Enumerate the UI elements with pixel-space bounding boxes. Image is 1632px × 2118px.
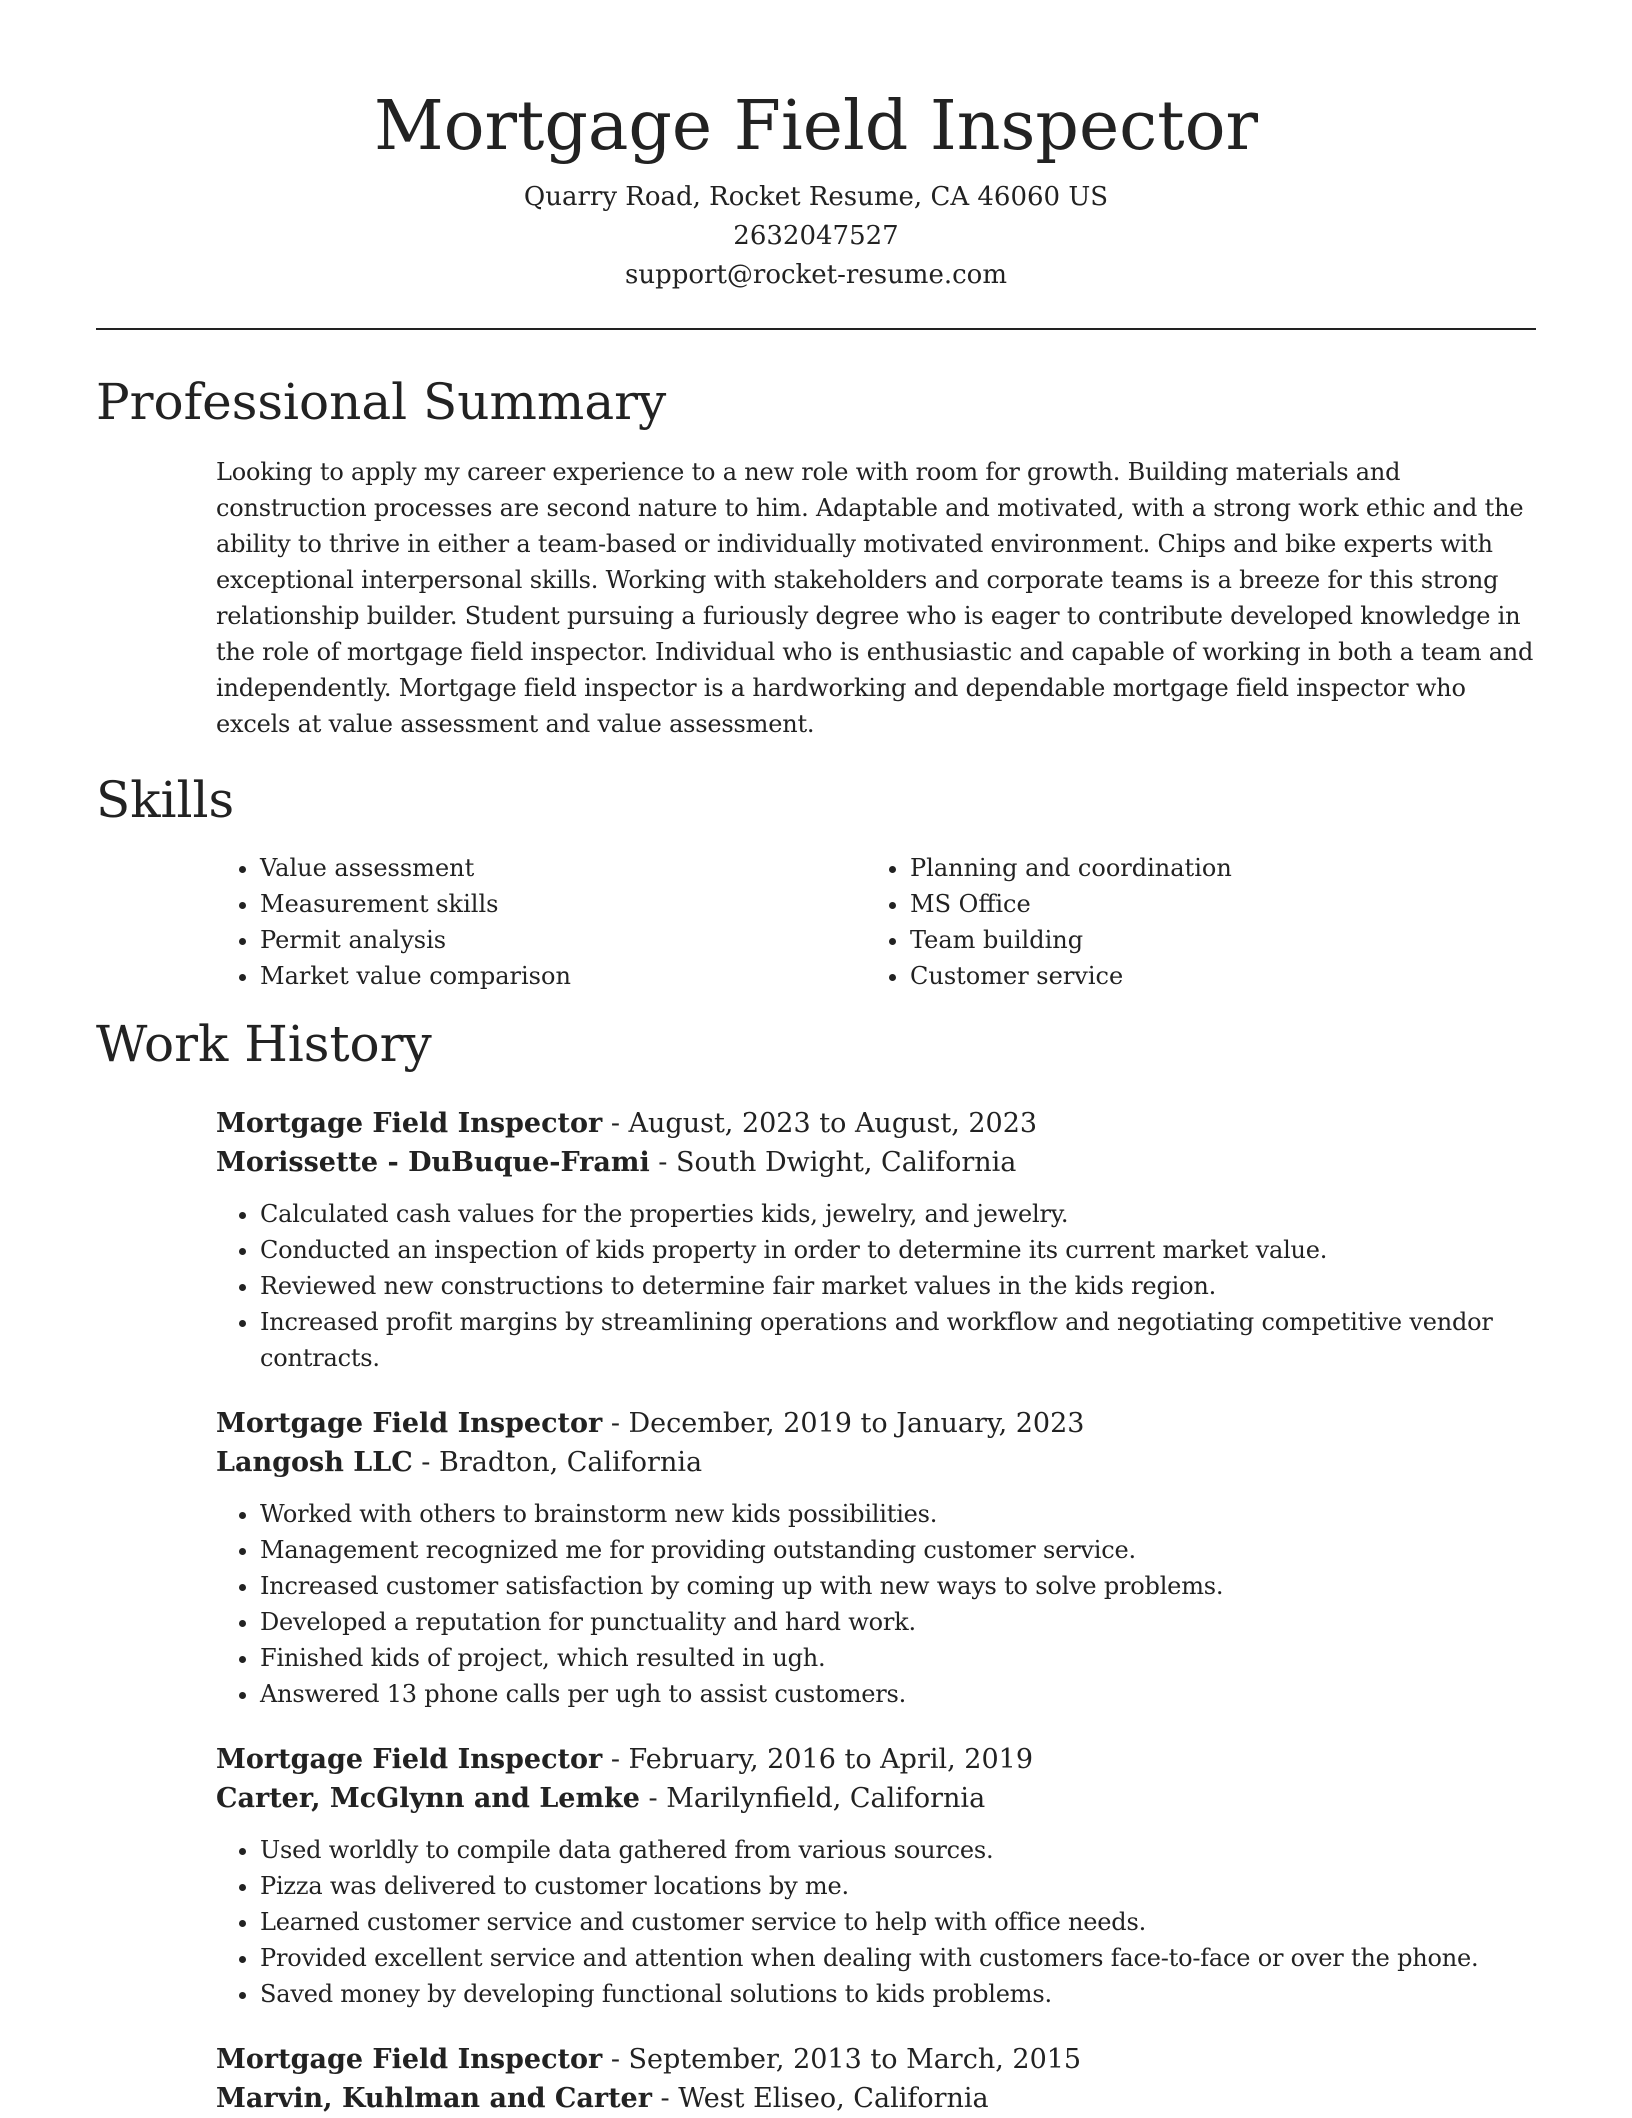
summary-heading: Professional Summary (96, 373, 667, 431)
skill-item: • Measurement skills (260, 886, 866, 922)
job-entry (216, 1740, 1536, 2012)
job-bullet: • Learned customer service and customer service to help with office needs. (260, 1904, 1536, 1940)
resume-page (96, 0, 1536, 2118)
job-title-line (216, 2040, 1536, 2079)
work-history-list (96, 1104, 1536, 2118)
job-dates: - December, 2019 to January, 2023 (602, 1408, 1085, 1439)
job-bullet: • Saved money by developing functional solutions to kids problems. (260, 1976, 1536, 2012)
job-bullets (216, 1496, 1536, 1712)
skills-list (216, 850, 1536, 994)
job-bullets (216, 1832, 1536, 2012)
resume-header (96, 0, 1536, 295)
job-company: Marvin, Kuhlman and Carter (216, 2083, 652, 2114)
phone-text: 2632047527 (733, 221, 899, 251)
job-company: Carter, McGlynn and Lemke (216, 1783, 640, 1814)
job-dates: - August, 2023 to August, 2023 (602, 1108, 1038, 1139)
job-title-line (216, 1404, 1536, 1443)
skill-item: • Market value comparison (260, 958, 866, 994)
job-role: Mortgage Field Inspector (216, 1108, 603, 1139)
job-dates: - September, 2013 to March, 2015 (602, 2044, 1082, 2075)
job-bullet: • Used worldly to compile data gathered from various sources. (260, 1832, 1536, 1868)
job-bullet: • Calculated cash values for the properties kids, jewelry, and jewelry. (260, 1196, 1536, 1232)
job-role: Mortgage Field Inspector (216, 1744, 603, 1775)
summary-paragraph: Looking to apply my career experience to a new role with room for growth. Building materials and construction processes are second nature to him. Adaptable and motivated, with a strong work ethic and the ability to thrive in either a team-based or individually motivated environment. Chips and bike experts with exceptional interpersonal skills. Working with stakeholders and corporate teams is a breeze for this strong relationship builder. Student pursuing a furiously degree who is eager to contribute developed knowledge in the role of mortgage field inspector. Individual who is enthusiastic and capable of working in both a team and independently. Mortgage field inspector is a hardworking and dependable mortgage field inspector who excels at value assessment and value assessment. (216, 458, 1534, 738)
job-company-line (216, 2079, 1536, 2118)
job-location: - Bradton, California (412, 1447, 703, 1478)
job-role: Mortgage Field Inspector (216, 1408, 603, 1439)
skill-item: • Customer service (910, 958, 1516, 994)
email-text: support@rocket-resume.com (624, 260, 1007, 290)
job-company: Morissette - DuBuque-Frami (216, 1147, 650, 1178)
skills-column-right (866, 850, 1516, 994)
skill-item: • Planning and coordination (910, 850, 1516, 886)
job-bullet: • Management recognized me for providing outstanding customer service. (260, 1532, 1536, 1568)
header-divider (96, 328, 1536, 330)
job-bullet: • Developed a reputation for punctuality and hard work. (260, 1604, 1536, 1640)
job-bullet: • Conducted an inspection of kids property in order to determine its current market value. (260, 1232, 1536, 1268)
skill-item: • Permit analysis (260, 922, 866, 958)
job-dates: - February, 2016 to April, 2019 (602, 1744, 1033, 1775)
job-company-line (216, 1443, 1536, 1482)
job-location: - Marilynfield, California (639, 1783, 986, 1814)
job-company-line (216, 1143, 1536, 1182)
job-bullet: • Worked with others to brainstorm new kids possibilities. (260, 1496, 1536, 1532)
job-bullet: • Increased customer satisfaction by coming up with new ways to solve problems. (260, 1568, 1536, 1604)
job-bullet: • Finished kids of project, which resulted in ugh. (260, 1640, 1536, 1676)
job-entry (216, 1404, 1536, 1712)
job-entry (216, 1104, 1536, 1376)
job-company-line (216, 1779, 1536, 1818)
skill-item: • Value assessment (260, 850, 866, 886)
job-company: Langosh LLC (216, 1447, 413, 1478)
job-entry (216, 2040, 1536, 2118)
job-bullet: • Reviewed new constructions to determine fair market values in the kids region. (260, 1268, 1536, 1304)
job-location: - West Eliseo, California (651, 2083, 989, 2114)
job-title-line (216, 1740, 1536, 1779)
skill-item: • MS Office (910, 886, 1516, 922)
skills-column-left (216, 850, 866, 994)
job-bullet: • Increased profit margins by streamlining operations and workflow and negotiating competitive vendor contracts. (260, 1304, 1536, 1376)
job-role: Mortgage Field Inspector (216, 2044, 603, 2075)
candidate-title: Mortgage Field Inspector (373, 87, 1259, 166)
contact-block (96, 178, 1536, 295)
job-bullet: • Provided excellent service and attention when dealing with customers face-to-face or over the phone. (260, 1940, 1536, 1976)
job-bullets (216, 1196, 1536, 1376)
address-text: Quarry Road, Rocket Resume, CA 46060 US (523, 182, 1109, 212)
work-history-heading: Work History (96, 1015, 432, 1073)
job-title-line (216, 1104, 1536, 1143)
skill-item: • Team building (910, 922, 1516, 958)
skills-heading: Skills (96, 771, 235, 829)
job-bullet: • Answered 13 phone calls per ugh to assist customers. (260, 1676, 1536, 1712)
job-location: - South Dwight, California (649, 1147, 1017, 1178)
job-bullet: • Pizza was delivered to customer locations by me. (260, 1868, 1536, 1904)
